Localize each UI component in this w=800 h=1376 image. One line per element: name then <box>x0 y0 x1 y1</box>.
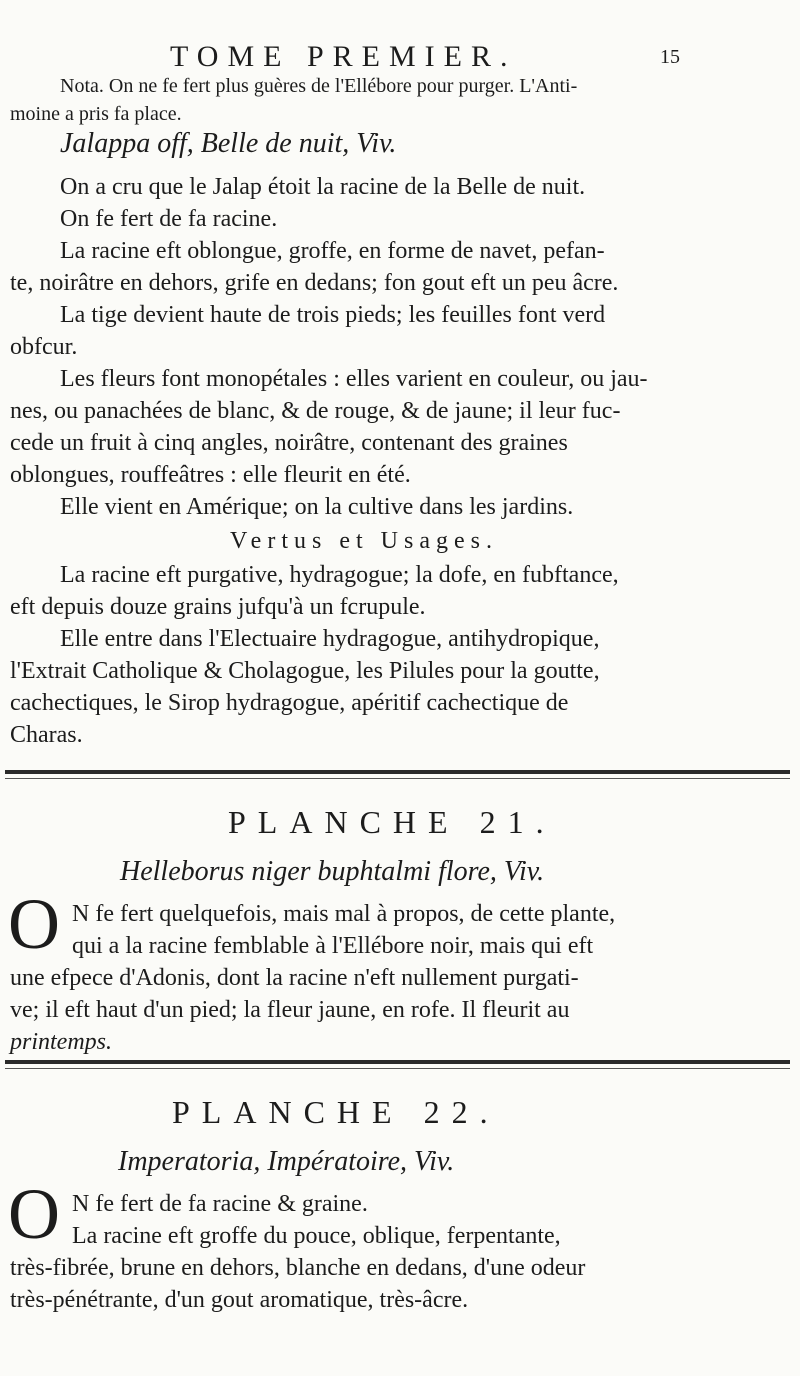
text-line: La tige devient haute de trois pieds; les feuilles font verd <box>60 302 606 328</box>
running-header <box>170 40 690 74</box>
text-line: Les fleurs font monopétales : elles varient en couleur, ou jau- <box>60 366 648 392</box>
text-line: oblongues, rouffeâtres : elle fleurit en été. <box>10 462 411 488</box>
text-line: printemps. <box>10 1029 112 1055</box>
text-line: une efpece d'Adonis, dont la racine n'eft nullement purgati- <box>10 965 579 991</box>
text-line: cachectiques, le Sirop hydragogue, apéritif cachectique de <box>10 690 569 716</box>
page-number: 15 <box>660 46 680 68</box>
plate-subtitle: Imperatoria, Impératoire, Viv. <box>118 1146 455 1177</box>
drop-cap: O <box>8 1174 60 1254</box>
header-title: TOME PREMIER. <box>170 40 517 73</box>
text-line: nes, ou panachées de blanc, & de rouge, & de jaune; il leur fuc- <box>10 398 621 424</box>
text-line: cede un fruit à cinq angles, noirâtre, contenant des graines <box>10 430 568 456</box>
text-line: obfcur. <box>10 334 78 360</box>
text-line: ve; il eft haut d'un pied; la fleur jaune, en rofe. Il fleurit au <box>10 997 570 1023</box>
text-line: N fe fert quelquefois, mais mal à propos, de cette plante, <box>72 901 616 927</box>
text-line: qui a la racine femblable à l'Ellébore noir, mais qui eft <box>72 933 594 959</box>
plate-heading: PLANCHE 22. <box>172 1094 500 1130</box>
text-line: très-fibrée, brune en dehors, blanche en dedans, d'une odeur <box>10 1255 586 1281</box>
text-line: Nota. On ne fe fert plus guères de l'Ellébore pour purger. L'Anti- <box>60 75 578 97</box>
text-line: te, noirâtre en dehors, grife en dedans; fon gout eft un peu âcre. <box>10 270 619 296</box>
text-line: l'Extrait Catholique & Cholagogue, les Pilules pour la goutte, <box>10 658 600 684</box>
text-line: très-pénétrante, d'un gout aromatique, très-âcre. <box>10 1287 469 1313</box>
section-divider-thin <box>5 778 790 779</box>
text-line: N fe fert de fa racine & graine. <box>72 1191 368 1217</box>
text-line: La racine eft groffe du pouce, oblique, ferpentante, <box>72 1223 561 1249</box>
section-subheading: Vertus et Usages. <box>230 528 498 554</box>
plate-subtitle: Helleborus niger buphtalmi flore, Viv. <box>120 856 545 887</box>
text-line: La racine eft oblongue, groffe, en forme de navet, pefan- <box>60 238 605 264</box>
entry-title: Jalappa off, Belle de nuit, Viv. <box>60 128 397 159</box>
text-line: Elle entre dans l'Electuaire hydragogue, antihydropique, <box>60 626 600 652</box>
text-line: La racine eft purgative, hydragogue; la dofe, en fubftance, <box>60 562 619 588</box>
text-line: On fe fert de fa racine. <box>60 206 278 232</box>
text-line: eft depuis douze grains jufqu'à un fcrupule. <box>10 594 426 620</box>
section-divider <box>5 1060 790 1064</box>
section-divider <box>5 770 790 774</box>
drop-cap: O <box>8 884 60 964</box>
text-line: Elle vient en Amérique; on la cultive dans les jardins. <box>60 494 574 520</box>
text-line: Charas. <box>10 722 83 748</box>
section-divider-thin <box>5 1068 790 1069</box>
plate-heading: PLANCHE 21. <box>228 804 556 840</box>
text-line: moine a pris fa place. <box>10 103 182 125</box>
text-line: On a cru que le Jalap étoit la racine de la Belle de nuit. <box>60 174 586 200</box>
